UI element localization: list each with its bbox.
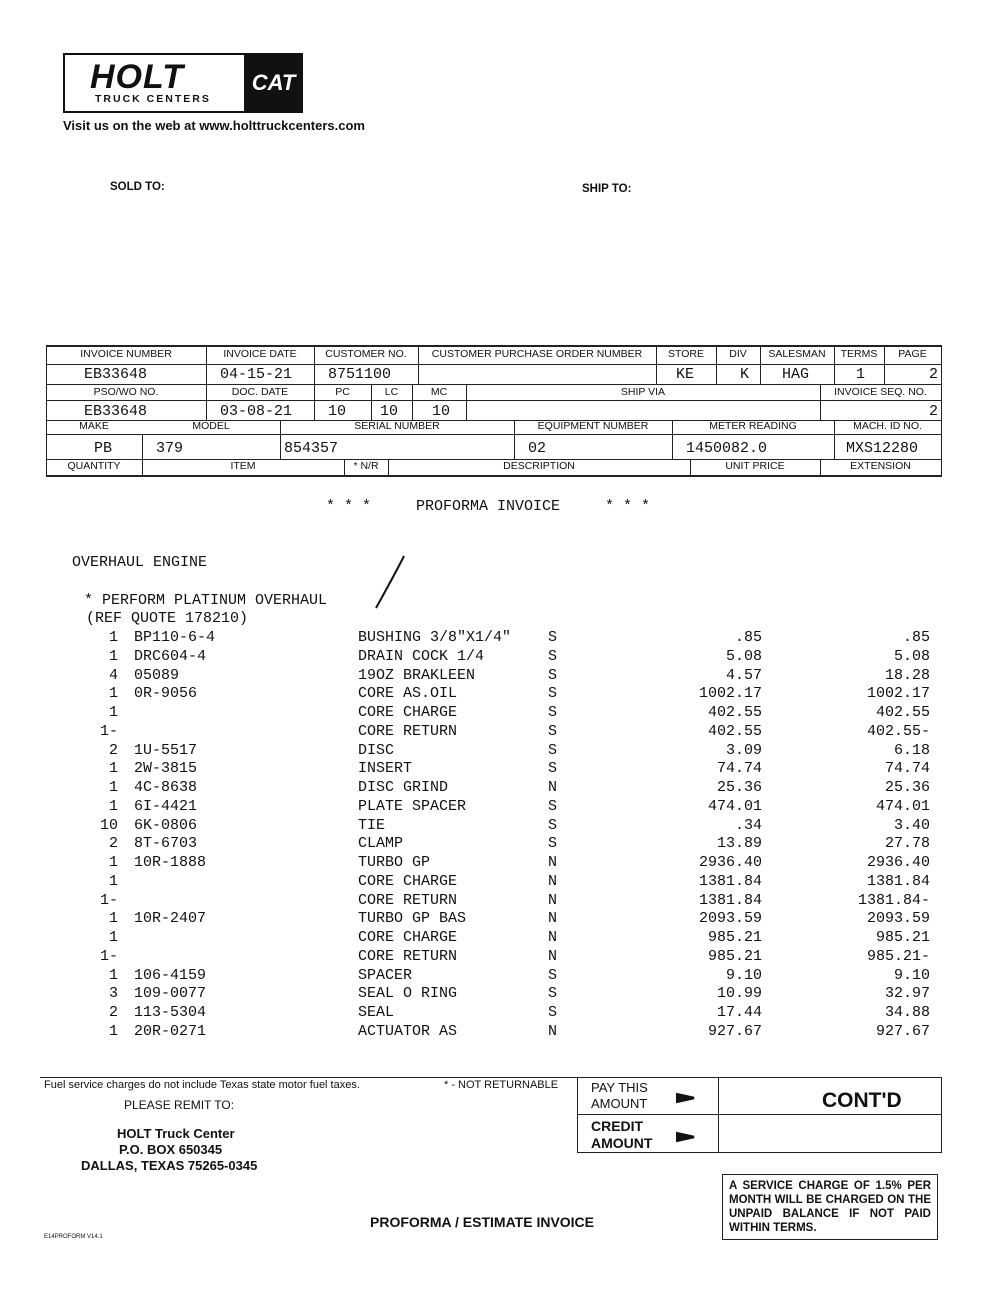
item-unit-price: 985.21 xyxy=(707,947,762,965)
item-description: DISC GRIND xyxy=(358,779,449,796)
item-unit-price: 25.36 xyxy=(716,779,762,796)
item-qty: 10 xyxy=(99,816,118,834)
item-number: 2W-3815 xyxy=(134,760,198,778)
item-description: CORE CHARGE xyxy=(358,929,458,946)
meter-value: 1450082.0 xyxy=(686,440,768,457)
line-item-row xyxy=(0,835,1000,854)
caption-quantity: QUANTITY xyxy=(67,460,121,472)
not-returnable-note: * - NOT RETURNABLE xyxy=(444,1079,559,1091)
item-qty: 1- xyxy=(99,722,118,740)
item-extension: 2093.59 xyxy=(866,910,930,928)
note-line-2: (REF QUOTE 178210) xyxy=(86,610,249,627)
item-nr-flag: S xyxy=(548,722,558,740)
item-qty: 2 xyxy=(108,835,118,853)
item-qty: 1 xyxy=(108,854,118,871)
caption-invoice-date: INVOICE DATE xyxy=(223,348,297,360)
item-extension: 6.18 xyxy=(893,741,930,759)
item-number: 10R-1888 xyxy=(134,854,207,871)
item-qty: 1 xyxy=(108,779,118,796)
line-item-row xyxy=(0,667,1000,686)
item-nr-flag: N xyxy=(548,854,558,871)
item-description: CORE RETURN xyxy=(358,722,458,740)
item-qty: 4 xyxy=(108,666,118,684)
item-unit-price: .34 xyxy=(734,816,762,834)
item-qty: 2 xyxy=(108,741,118,759)
line-item-row xyxy=(0,873,1000,892)
line-item-row xyxy=(0,892,1000,911)
item-nr-flag: S xyxy=(548,1004,558,1021)
item-number: BP110-6-4 xyxy=(134,629,216,646)
item-unit-price: 927.67 xyxy=(707,1022,762,1040)
item-number: 10R-2407 xyxy=(134,910,207,928)
caption-meter: METER READING xyxy=(709,420,797,432)
store-value: KE xyxy=(676,366,695,383)
item-description: ACTUATOR AS xyxy=(358,1022,458,1040)
invoice-date-value: 04-15-21 xyxy=(220,366,293,383)
item-unit-price: 402.55 xyxy=(707,704,762,721)
item-extension: 1381.84- xyxy=(857,891,930,909)
item-description: CORE CHARGE xyxy=(358,704,458,721)
item-qty: 1 xyxy=(108,629,118,646)
line-item-row xyxy=(0,985,1000,1004)
caption-customer-no: CUSTOMER NO. xyxy=(325,348,407,360)
line-item-row xyxy=(0,910,1000,929)
item-nr-flag: S xyxy=(548,666,558,684)
caption-pc: PC xyxy=(335,386,350,398)
customer-no-value: 8751100 xyxy=(328,366,392,383)
make-value: PB xyxy=(94,440,113,457)
line-item-row xyxy=(0,779,1000,798)
item-extension: 402.55 xyxy=(875,704,930,721)
item-unit-price: 985.21 xyxy=(707,929,762,946)
caption-store: STORE xyxy=(668,348,704,360)
item-extension: 27.78 xyxy=(884,835,930,853)
terms-value: 1 xyxy=(856,366,866,383)
credit-label: CREDIT xyxy=(591,1118,644,1134)
proforma-footer-title: PROFORMA / ESTIMATE INVOICE xyxy=(370,1214,595,1230)
amount-due-value: CONT'D xyxy=(822,1089,902,1112)
item-description: SEAL xyxy=(358,1004,395,1021)
logo-holt-text: HOLT xyxy=(90,58,185,96)
item-nr-flag: N xyxy=(548,779,558,796)
caption-item: ITEM xyxy=(230,460,256,472)
item-nr-flag: S xyxy=(548,985,558,1003)
item-qty: 1 xyxy=(108,797,118,815)
item-extension: 18.28 xyxy=(884,666,930,684)
item-number: 8T-6703 xyxy=(134,835,198,853)
item-extension: 2936.40 xyxy=(866,854,930,871)
item-qty: 1- xyxy=(99,947,118,965)
caption-nr: * N/R xyxy=(353,460,379,472)
item-qty: 1 xyxy=(108,760,118,778)
line-item-row xyxy=(0,948,1000,967)
item-unit-price: 10.99 xyxy=(716,985,762,1003)
pay-this-label: PAY THIS xyxy=(591,1080,648,1095)
mc-value: 10 xyxy=(432,403,451,420)
item-extension: 25.36 xyxy=(884,779,930,796)
service-charge-notice: A SERVICE CHARGE OF 1.5% PER MONTH WILL BE CHARGED ON THE UNPAID BALANCE IF NOT PAID WITHIN TERMS. xyxy=(722,1174,938,1240)
item-description: INSERT xyxy=(358,760,413,778)
equipment-value: 02 xyxy=(528,440,547,457)
line-item-row xyxy=(0,929,1000,948)
item-extension: 3.40 xyxy=(893,816,930,834)
item-unit-price: 1381.84 xyxy=(698,872,762,890)
item-unit-price: 474.01 xyxy=(707,797,762,815)
item-nr-flag: S xyxy=(548,797,558,815)
item-description: CORE AS.OIL xyxy=(358,685,458,703)
item-nr-flag: N xyxy=(548,891,558,909)
note-line-1: * PERFORM PLATINUM OVERHAUL xyxy=(84,592,328,609)
item-description: CORE CHARGE xyxy=(358,872,458,890)
line-item-row xyxy=(0,723,1000,742)
caption-extension: EXTENSION xyxy=(850,460,911,472)
item-unit-price: 5.08 xyxy=(725,647,762,665)
item-nr-flag: S xyxy=(548,835,558,853)
credit-amount-label: AMOUNT xyxy=(591,1135,653,1151)
item-unit-price: 2936.40 xyxy=(698,854,762,871)
item-extension: 32.97 xyxy=(884,985,930,1003)
item-nr-flag: S xyxy=(548,760,558,778)
item-unit-price: 17.44 xyxy=(716,1004,762,1021)
logo-subtitle: TRUCK CENTERS xyxy=(95,93,211,105)
item-number: 05089 xyxy=(134,666,180,684)
line-item-row xyxy=(0,854,1000,873)
item-number: 109-0077 xyxy=(134,985,207,1003)
item-nr-flag: N xyxy=(548,872,558,890)
item-unit-price: 1002.17 xyxy=(698,685,762,703)
item-nr-flag: S xyxy=(548,741,558,759)
item-qty: 2 xyxy=(108,1004,118,1021)
item-number: 20R-0271 xyxy=(134,1022,207,1040)
item-qty: 3 xyxy=(108,985,118,1003)
item-qty: 1 xyxy=(108,647,118,665)
item-description: CLAMP xyxy=(358,835,404,853)
item-description: SEAL O RING xyxy=(358,985,458,1003)
caption-page: PAGE xyxy=(898,348,927,360)
mach-id-value: MXS12280 xyxy=(846,440,919,457)
caption-make: MAKE xyxy=(79,420,109,432)
item-description: TURBO GP xyxy=(358,854,431,871)
item-nr-flag: N xyxy=(548,910,558,928)
proforma-banner: * * * PROFORMA INVOICE * * * xyxy=(326,498,651,515)
item-nr-flag: S xyxy=(548,704,558,721)
item-qty: 1 xyxy=(108,929,118,946)
remit-name: HOLT Truck Center xyxy=(117,1126,235,1141)
arrow-right-icon xyxy=(676,1129,702,1145)
item-qty: 1 xyxy=(108,704,118,721)
item-qty: 1 xyxy=(108,1022,118,1040)
item-unit-price: .85 xyxy=(734,629,762,646)
item-nr-flag: S xyxy=(548,629,558,646)
lc-value: 10 xyxy=(380,403,399,420)
item-extension: 985.21 xyxy=(875,929,930,946)
item-description: DRAIN COCK 1/4 xyxy=(358,647,485,665)
item-nr-flag: S xyxy=(548,816,558,834)
item-nr-flag: S xyxy=(548,685,558,703)
arrow-right-icon xyxy=(676,1090,702,1106)
line-item-row xyxy=(0,967,1000,986)
sold-to-label: SOLD TO: xyxy=(110,181,165,193)
caption-psowo: PSO/WO NO. xyxy=(93,386,159,398)
item-extension: .85 xyxy=(902,629,930,646)
item-unit-price: 13.89 xyxy=(716,835,762,853)
item-extension: 474.01 xyxy=(875,797,930,815)
item-qty: 1 xyxy=(108,872,118,890)
item-nr-flag: S xyxy=(548,647,558,665)
fuel-note: Fuel service charges do not include Texas state motor fuel taxes. xyxy=(44,1079,360,1091)
item-extension: 74.74 xyxy=(884,760,930,778)
caption-equipment: EQUIPMENT NUMBER xyxy=(537,420,649,432)
item-number: 0R-9056 xyxy=(134,685,198,703)
form-code: E14PROFORM V14.1 xyxy=(44,1234,103,1240)
item-nr-flag: N xyxy=(548,1022,558,1040)
line-item-row xyxy=(0,685,1000,704)
caption-unit-price: UNIT PRICE xyxy=(725,460,785,472)
invoice-number-value: EB33648 xyxy=(84,366,148,383)
website-line: Visit us on the web at www.holttruckcenters.com xyxy=(63,118,365,133)
item-description: TURBO GP BAS xyxy=(358,910,467,928)
caption-terms: TERMS xyxy=(840,348,878,360)
item-description: PLATE SPACER xyxy=(358,797,467,815)
caption-serial: SERIAL NUMBER xyxy=(354,420,440,432)
item-number: 113-5304 xyxy=(134,1004,207,1021)
remit-box: P.O. BOX 650345 xyxy=(119,1142,223,1157)
item-description: CORE RETURN xyxy=(358,947,458,965)
handwritten-check-mark xyxy=(368,552,408,612)
caption-mach-id: MACH. ID NO. xyxy=(853,420,922,432)
psowo-value: EB33648 xyxy=(84,403,148,420)
item-unit-price: 2093.59 xyxy=(698,910,762,928)
item-unit-price: 1381.84 xyxy=(698,891,762,909)
remit-label: PLEASE REMIT TO: xyxy=(124,1098,235,1112)
item-number: 106-4159 xyxy=(134,966,207,984)
doc-date-value: 03-08-21 xyxy=(220,403,293,420)
caption-invoice-number: INVOICE NUMBER xyxy=(80,348,172,360)
item-extension: 1002.17 xyxy=(866,685,930,703)
item-extension: 985.21- xyxy=(866,947,930,965)
item-unit-price: 402.55 xyxy=(707,722,762,740)
line-item-row xyxy=(0,798,1000,817)
item-unit-price: 4.57 xyxy=(725,666,762,684)
caption-description: DESCRIPTION xyxy=(503,460,575,472)
item-nr-flag: S xyxy=(548,966,558,984)
serial-value: 854357 xyxy=(284,440,339,457)
line-item-row xyxy=(0,1023,1000,1042)
line-item-row xyxy=(0,760,1000,779)
item-unit-price: 74.74 xyxy=(716,760,762,778)
item-number: 4C-8638 xyxy=(134,779,198,796)
item-extension: 9.10 xyxy=(893,966,930,984)
item-unit-price: 3.09 xyxy=(725,741,762,759)
caption-mc: MC xyxy=(430,386,448,398)
ship-to-label: SHIP TO: xyxy=(582,183,632,195)
item-unit-price: 9.10 xyxy=(725,966,762,984)
page-value: 2 xyxy=(929,366,939,383)
item-qty: 1 xyxy=(108,910,118,928)
item-extension: 927.67 xyxy=(875,1022,930,1040)
caption-div: DIV xyxy=(729,348,747,360)
item-extension: 5.08 xyxy=(893,647,930,665)
section-title: OVERHAUL ENGINE xyxy=(72,554,208,571)
caption-doc-date: DOC. DATE xyxy=(231,386,289,398)
remit-city: DALLAS, TEXAS 75265-0345 xyxy=(81,1158,258,1173)
cat-logo: CAT xyxy=(244,53,303,113)
item-description: SPACER xyxy=(358,966,413,984)
line-item-row xyxy=(0,1004,1000,1023)
line-item-row xyxy=(0,817,1000,836)
item-description: DISC xyxy=(358,741,395,759)
item-qty: 1 xyxy=(108,685,118,703)
caption-invoice-seq: INVOICE SEQ. NO. xyxy=(834,386,927,398)
div-value: K xyxy=(740,366,750,383)
line-item-row xyxy=(0,648,1000,667)
item-description: BUSHING 3/8"X1/4" xyxy=(358,629,512,646)
item-nr-flag: N xyxy=(548,947,558,965)
item-number: 1U-5517 xyxy=(134,741,198,759)
caption-model: MODEL xyxy=(192,420,230,432)
line-item-row xyxy=(0,629,1000,648)
caption-lc: LC xyxy=(384,386,399,398)
item-number: DRC604-4 xyxy=(134,647,207,665)
item-nr-flag: N xyxy=(548,929,558,946)
item-description: CORE RETURN xyxy=(358,891,458,909)
salesman-value: HAG xyxy=(782,366,810,383)
item-description: TIE xyxy=(358,816,386,834)
model-value: 379 xyxy=(156,440,184,457)
item-extension: 34.88 xyxy=(884,1004,930,1021)
caption-ship-via: SHIP VIA xyxy=(620,386,666,398)
item-number: 6I-4421 xyxy=(134,797,198,815)
pay-amount-label: AMOUNT xyxy=(591,1096,648,1111)
item-description: 19OZ BRAKLEEN xyxy=(358,666,476,684)
item-extension: 402.55- xyxy=(866,722,930,740)
line-item-row xyxy=(0,704,1000,723)
item-qty: 1- xyxy=(99,891,118,909)
invoice-seq-value: 2 xyxy=(929,403,939,420)
line-item-row xyxy=(0,742,1000,761)
caption-salesman: SALESMAN xyxy=(768,348,826,360)
caption-customer-po: CUSTOMER PURCHASE ORDER NUMBER xyxy=(431,348,643,360)
item-qty: 1 xyxy=(108,966,118,984)
pc-value: 10 xyxy=(328,403,347,420)
item-number: 6K-0806 xyxy=(134,816,198,834)
item-extension: 1381.84 xyxy=(866,872,930,890)
